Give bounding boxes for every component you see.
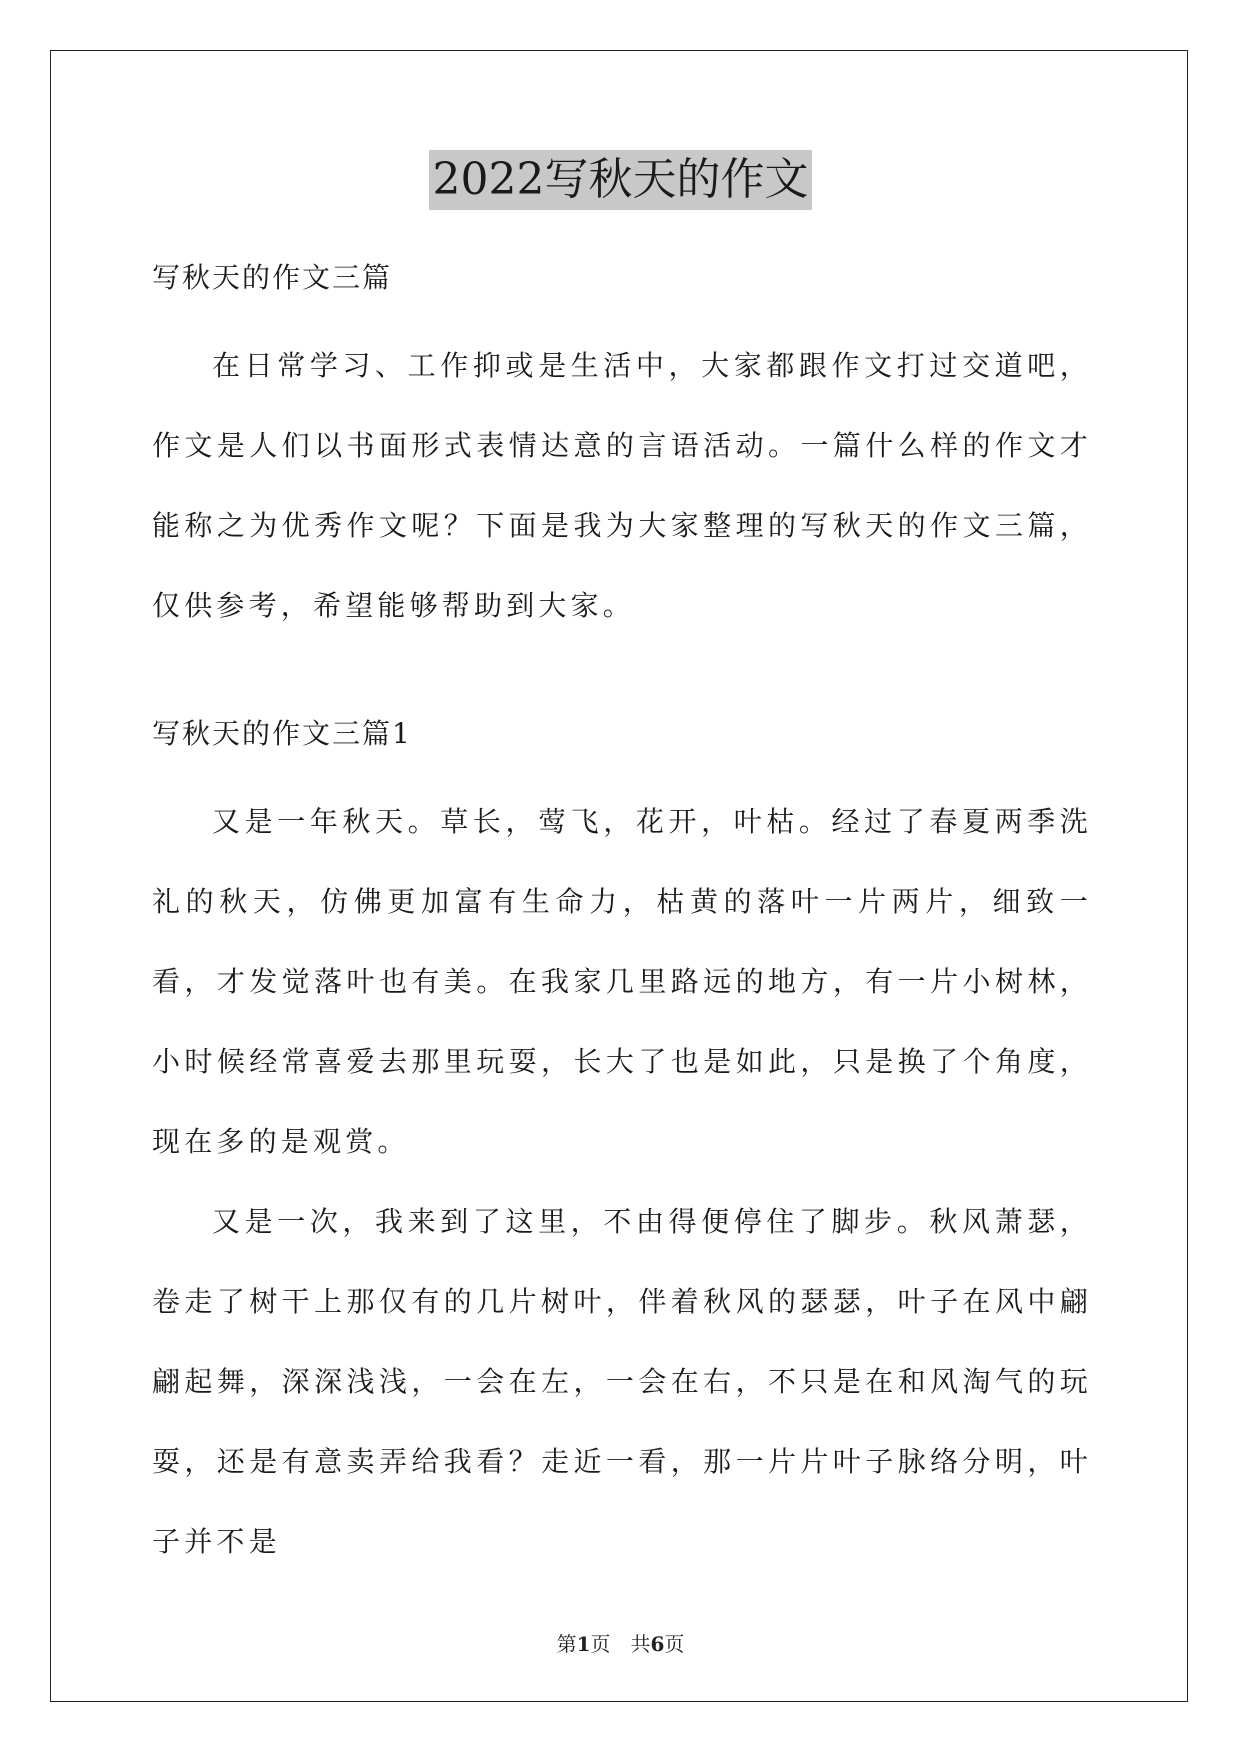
page-label-mid: 页 共 [590,1632,651,1656]
body-paragraph: 又是一年秋天。草长，莺飞，花开，叶枯。经过了春夏两季洗礼的秋天，仿佛更加富有生命力，枯黄的落叶一片两片，细致一看，才发觉落叶也有美。在我家几里路远的地方，有一片小树林，小时候经常喜爱去那里玩耍，长大了也是如此，只是换了个角度，现在多的是观赏。 [152,805,1092,1158]
document-body [152,258,1092,1582]
document-subtitle: 写秋天的作文三篇 [152,261,393,294]
spacer [152,646,1092,714]
spacer [152,754,1092,782]
page-label-suffix: 页 [664,1632,685,1656]
title-container [0,150,1241,210]
page-current: 1 [576,1632,591,1656]
body-paragraph: 又是一次，我来到了这里，不由得便停住了脚步。秋风萧瑟，卷走了树干上那仅有的几片树叶，伴着秋风的瑟瑟，叶子在风中翩翩起舞，深深浅浅，一会在左，一会在右，不只是在和风淘气的玩耍，还是有意卖弄给我看？走近一看，那一片片叶子脉络分明，叶子并不是 [152,1205,1092,1558]
page-label-prefix: 第 [556,1632,577,1656]
intro-paragraph: 在日常学习、工作抑或是生活中，大家都跟作文打过交道吧，作文是人们以书面形式表情达意的言语活动。一篇什么样的作文才能称之为优秀作文呢？下面是我为大家整理的写秋天的作文三篇，仅供参考，希望能够帮助到大家。 [152,349,1092,622]
spacer [152,298,1092,326]
page-footer [0,1632,1241,1656]
document-title: 2022写秋天的作文 [429,150,813,210]
section-heading: 写秋天的作文三篇1 [152,717,412,750]
page-total: 6 [650,1632,665,1656]
